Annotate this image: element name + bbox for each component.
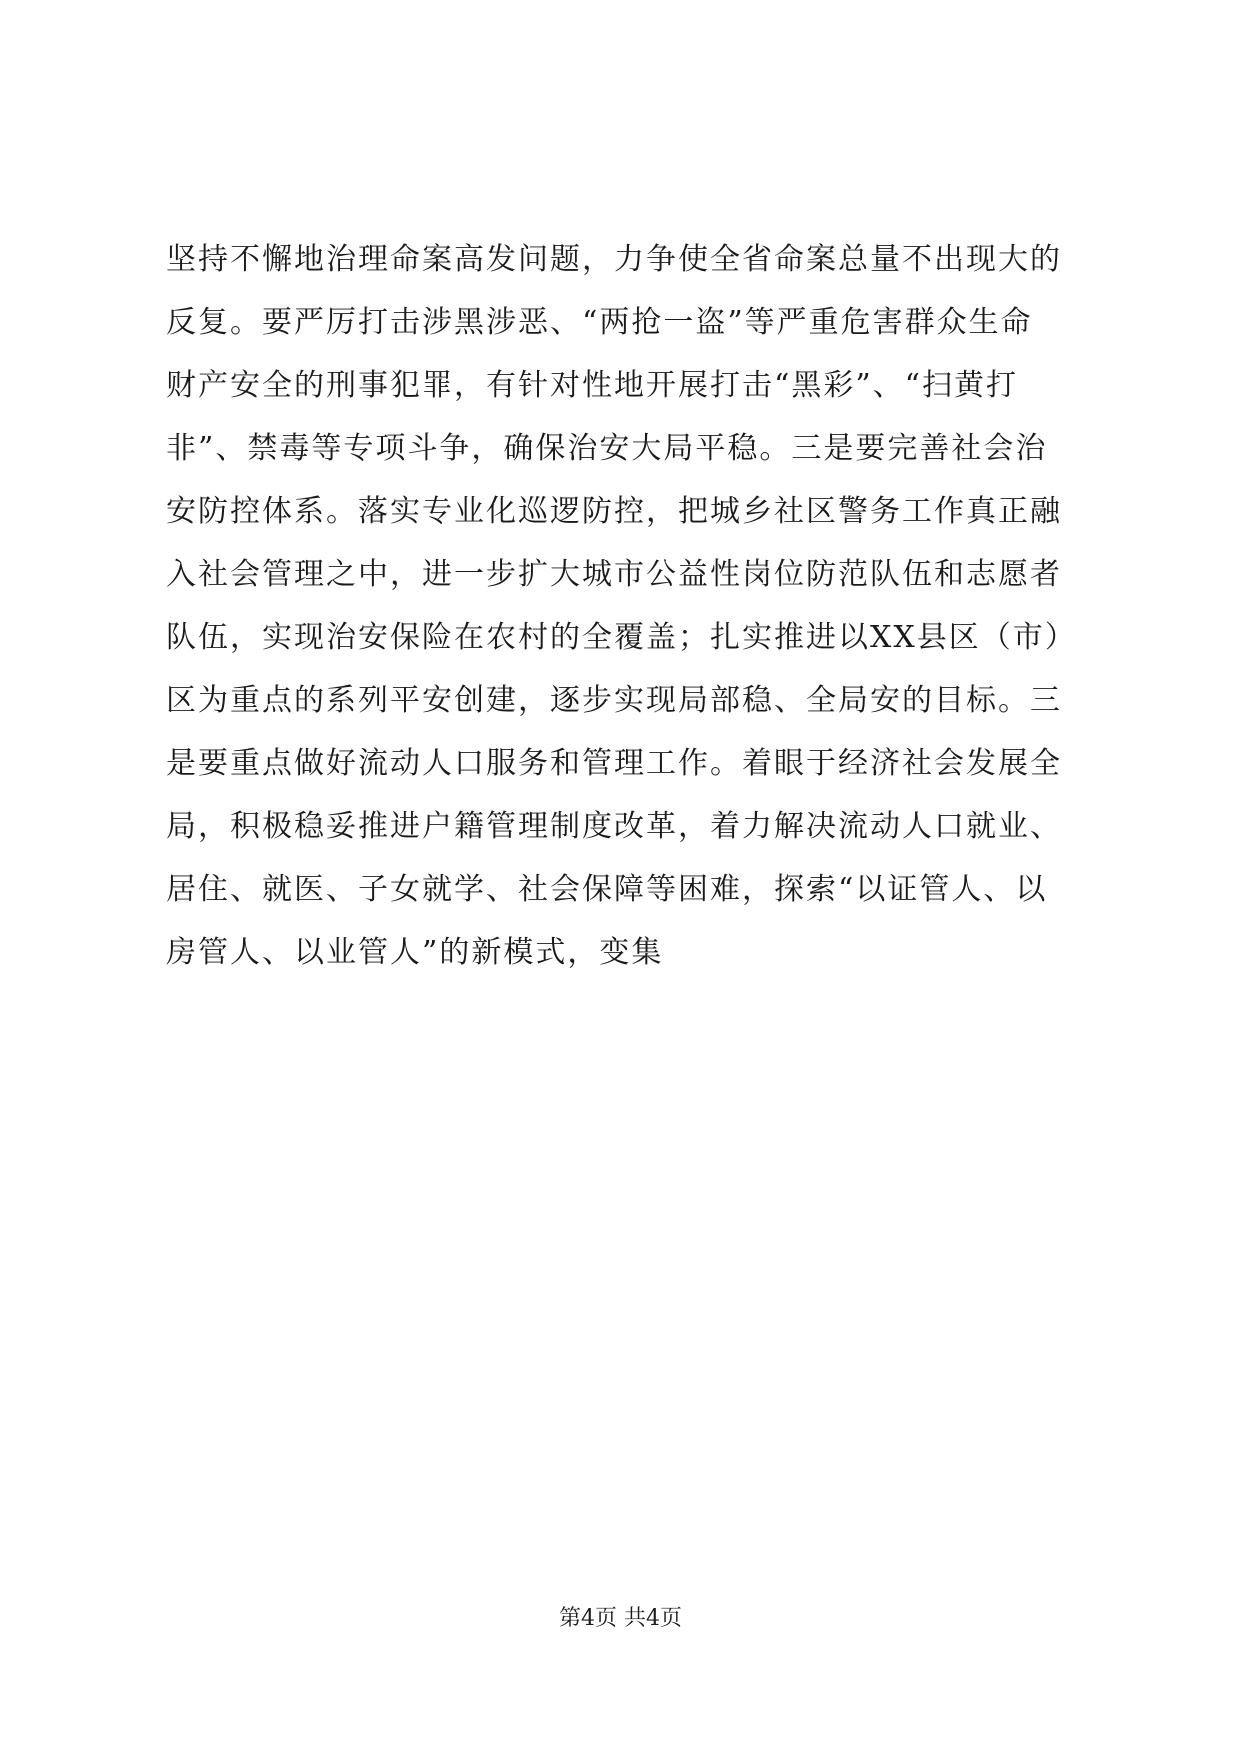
text-line: 入社会管理之中，进一步扩大城市公益性岗位防范队伍和志愿者 — [166, 557, 1062, 592]
text-line: 坚持不懈地治理命案高发问题，力争使全省命案总量不出现大的 — [166, 242, 1062, 277]
text-line: 反复。要严厉打击涉黑涉恶、“两抢一盗”等严重危害群众生命 — [166, 305, 1033, 340]
page-footer — [0, 1604, 1241, 1634]
text-line: 安防控体系。落实专业化巡逻防控，把城乡社区警务工作真正融 — [166, 494, 1062, 529]
page-number-label: 第4页 共4页 — [559, 1606, 682, 1631]
body-text — [166, 228, 1086, 984]
text-line: 区为重点的系列平安创建，逐步实现局部稳、全局安的目标。三 — [166, 683, 1062, 718]
text-line: 财产安全的刑事犯罪，有针对性地开展打击“黑彩”、“扫黄打 — [166, 368, 1019, 403]
text-line: 局，积极稳妥推进户籍管理制度改革，着力解决流动人口就业、 — [166, 809, 1062, 844]
text-line: 居住、就医、子女就学、社会保障等困难，探索“以证管人、以 — [166, 872, 1048, 907]
text-line: 是要重点做好流动人口服务和管理工作。着眼于经济社会发展全 — [166, 746, 1062, 781]
text-line: 房管人、以业管人”的新模式，变集 — [166, 935, 664, 970]
text-line: 非”、禁毒等专项斗争，确保治安大局平稳。三是要完善社会治 — [166, 431, 1048, 466]
text-line: 队伍，实现治安保险在农村的全覆盖；扎实推进以XX县区（市） — [166, 620, 1077, 655]
